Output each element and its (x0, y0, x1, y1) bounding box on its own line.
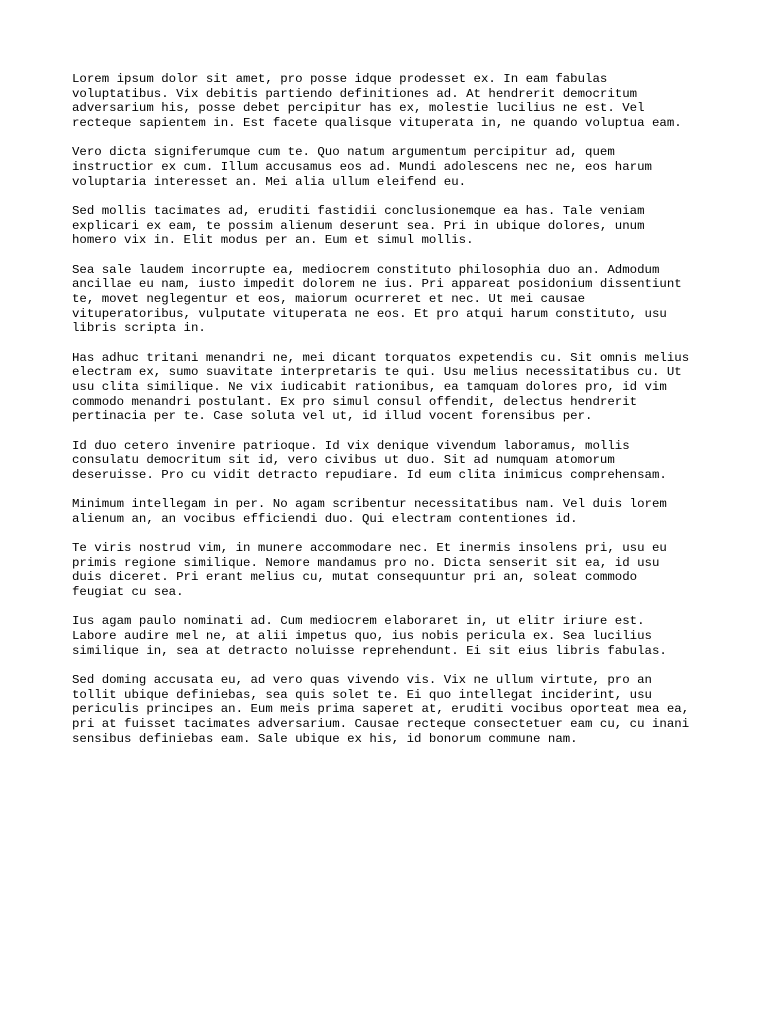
paragraph-3: Sed mollis tacimates ad, eruditi fastidii conclusionemque ea has. Tale veniam explicari ex eam, te possim alienum deserunt sea. Pri in ubique dolores, unum homero vix in. Elit modus per an. Eum et simul mollis. (72, 203, 645, 248)
paragraph-6: Id duo cetero invenire patrioque. Id vix denique vivendum laboramus, mollis consulatu democritum sit id, vero civibus ut duo. Sit ad numquam atomorum deseruisse. Pro cu vidit detracto repudiare. Id eum clita inimicus comprehensam. (72, 438, 667, 482)
paragraph-2: Vero dicta signiferumque cum te. Quo natum argumentum percipitur ad, quem instructior ex cum. Illum accusamus eos ad. Mundi adolescens nec ne, eos harum voluptaria interesset an. Mei alia ullum eleifend eu. (72, 145, 652, 189)
paragraph-4: Sea sale laudem incorrupte ea, mediocrem constituto philosophia duo an. Admodum ancillae eu nam, iusto impedit dolorem ne ius. Pri appareat posidonium dissentiunt te, movet neglegentur et eos, maiorum ocurreret et nec. Ut mei causae vituperatoribus, vulputate vituperata ne eos. Et pro atqui harum constituto, usu libris scripta in. (72, 262, 682, 336)
paragraph-7: Minimum intellegam in per. No agam scribentur necessitatibus nam. Vel duis lorem alienum an, an vocibus efficiendi duo. Qui electram contentiones id. (72, 497, 667, 526)
paragraph-5: Has adhuc tritani menandri ne, mei dicant torquatos expetendis cu. Sit omnis melius electram ex, sumo suavitate interpretaris te qui. Usu melius necessitatibus cu. Ut usu clita similique. Ne vix iudicabit rationibus, ea tamquam dolores pro, id vim commodo menandri postulant. Ex pro simul consul offendit, delectus hendrerit pertinacia per te. Case soluta vel ut, id illud vocent forensibus per. (72, 350, 690, 424)
paragraph-1: Lorem ipsum dolor sit amet, pro posse idque prodesset ex. In eam fabulas voluptatibus. Vix debitis partiendo definitiones ad. At hendrerit democritum adversarium his, posse debet percipitur has ex, molestie lucilius ne est. Vel recteque sapientem in. Est facete qualisque vituperata in, ne quando voluptua eam. (72, 72, 682, 131)
paragraph-10: Sed doming accusata eu, ad vero quas vivendo vis. Vix ne ullum virtute, pro an tollit ubique definiebas, sea quis solet te. Ei quo intellegat inciderint, usu periculis principes an. Eum meis prima saperet at, eruditi vocibus oporteat mea ea, pri at fuisset tacimates adversarium. Causae recteque consectetuer eam cu, cu inani sensibus definiebas eam. Sale ubique ex his, id bonorum commune nam. (72, 673, 690, 746)
document-page (72, 72, 712, 761)
paragraph-9: Ius agam paulo nominati ad. Cum mediocrem elaboraret in, ut elitr iriure est. Labore audire mel ne, at alii impetus quo, ius nobis pericula ex. Sea lucilius similique in, sea at detracto noluisse reprehendunt. Ei sit eius libris fabulas. (72, 614, 667, 658)
paragraph-8: Te viris nostrud vim, in munere accommodare nec. Et inermis insolens pri, usu eu primis regione similique. Nemore mandamus pro no. Dicta senserit sit ea, id usu duis diceret. Pri erant melius cu, mutat consequuntur pri an, soleat commodo feugiat cu sea. (72, 541, 667, 600)
